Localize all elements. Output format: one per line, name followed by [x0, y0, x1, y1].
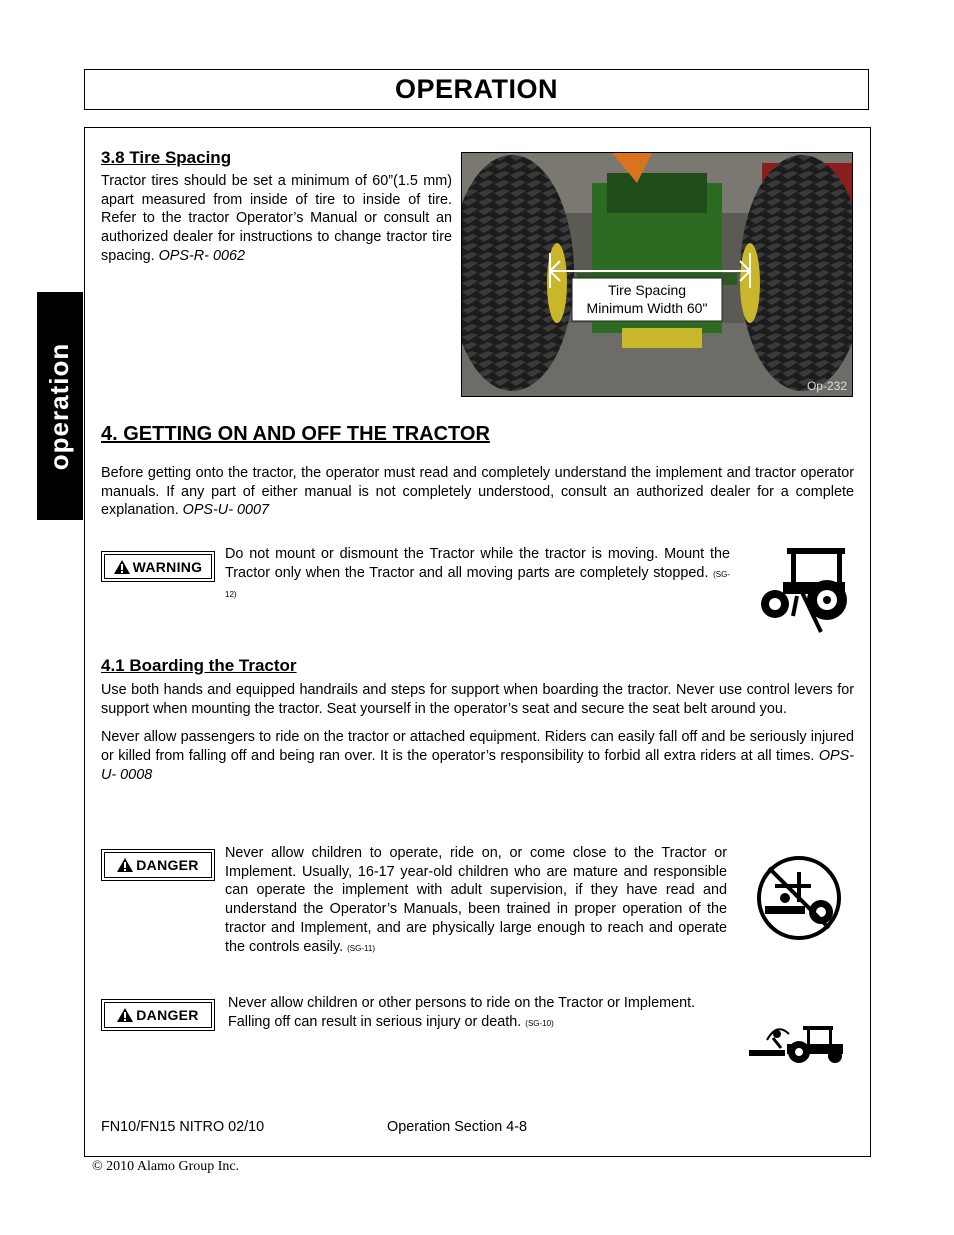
danger-sign — [101, 999, 215, 1031]
warning-triangle-icon — [117, 1008, 133, 1022]
section-getting-on-off — [101, 423, 854, 520]
sign-label: DANGER — [136, 857, 199, 873]
warning-sign — [101, 551, 215, 582]
ops-ref: OPS-U- 0008 — [101, 748, 854, 783]
footer-model: FN10/FN15 NITRO 02/10 — [101, 1119, 265, 1135]
body-text: Before getting onto the tractor, the operator must read and completely understand the implement and tractor operator manuals. If any part of either manual is not completely understood, consult an authorized dealer for a complete explanation. — [101, 465, 854, 519]
section-heading: 4.1 Boarding the Tractor — [101, 656, 297, 675]
body-text: Never allow children to operate, ride on, or come close to the Tractor or Implement. Usually, 16-17 year-old children who are mature and responsible can operate the implement with adult supervision, if they have read and understand the Operator’s Manuals, been trained in proper operation of the tractor and Implement, and are physically large enough to reach and operate the controls easily. — [225, 845, 727, 955]
sg-ref: (SG-11) — [347, 943, 375, 953]
danger-sign — [101, 849, 215, 881]
tire-spacing-photo — [461, 152, 853, 397]
sg-ref: (SG-10) — [525, 1018, 554, 1028]
ops-ref: OPS-R- 0062 — [158, 247, 245, 264]
page-title: OPERATION — [394, 74, 558, 104]
ops-ref: OPS-U- 0007 — [182, 502, 270, 519]
side-tab-label: operation — [44, 342, 75, 470]
body-text: Never allow children or other persons to ride on the Tractor or Implement. Falling off can result in serious injury or death. — [228, 995, 696, 1030]
warning-triangle-icon — [114, 560, 130, 574]
copyright: © 2010 Alamo Group Inc. — [92, 1159, 240, 1174]
body-text: Do not mount or dismount the Tractor while the tractor is moving. Mount the Tractor only when the Tractor and all moving parts are completely stopped. — [225, 546, 730, 581]
boarding-para-1: Use both hands and equipped handrails and steps for support when boarding the tractor. Never use control levers for support when mounting the tractor. Seat yourself in the operator’s seat and secure the seat belt around you. — [101, 682, 854, 717]
body-text: Tractor tires should be set a minimum of 60”(1.5 mm) apart measured from inside of tire to inside of tire. Refer to the tractor Operator’s Manual or consult an authorized dealer for instructions to change tractor tire spacing. — [101, 173, 452, 264]
section-boarding — [101, 656, 854, 785]
photo-label-line2: Minimum Width 60" — [586, 300, 708, 316]
warning-text — [225, 545, 730, 605]
tractor-moving-icon — [757, 546, 853, 634]
section-tire-spacing — [101, 148, 452, 266]
photo-code: Op-232 — [806, 379, 847, 393]
section-heading: 3.8 Tire Spacing — [101, 148, 232, 167]
footer-section: Operation Section 4-8 — [387, 1119, 527, 1135]
tractor-rear-photo — [462, 153, 853, 397]
warning-triangle-icon — [117, 858, 133, 872]
section-body — [101, 464, 854, 520]
danger-text — [228, 994, 733, 1033]
boarding-para-2 — [101, 728, 854, 784]
no-riders-icon — [747, 1020, 845, 1066]
section-body — [101, 172, 452, 266]
danger-text — [225, 844, 727, 958]
no-children-icon — [755, 854, 843, 942]
sign-label: DANGER — [136, 1007, 199, 1023]
photo-label-line1: Tire Spacing — [607, 282, 687, 298]
sign-label: WARNING — [132, 558, 203, 575]
body-text: Never allow passengers to ride on the tractor or attached equipment. Riders can easily fall off and be seriously injured or killed from falling off and being ran over. It is the operator’s responsibility to forbid all extra riders at all times. — [101, 729, 854, 765]
sg-ref: (SG-12) — [225, 569, 730, 600]
section-heading: 4. GETTING ON AND OFF THE TRACTOR — [101, 423, 490, 445]
page-header — [84, 69, 869, 110]
side-tab — [37, 292, 83, 520]
